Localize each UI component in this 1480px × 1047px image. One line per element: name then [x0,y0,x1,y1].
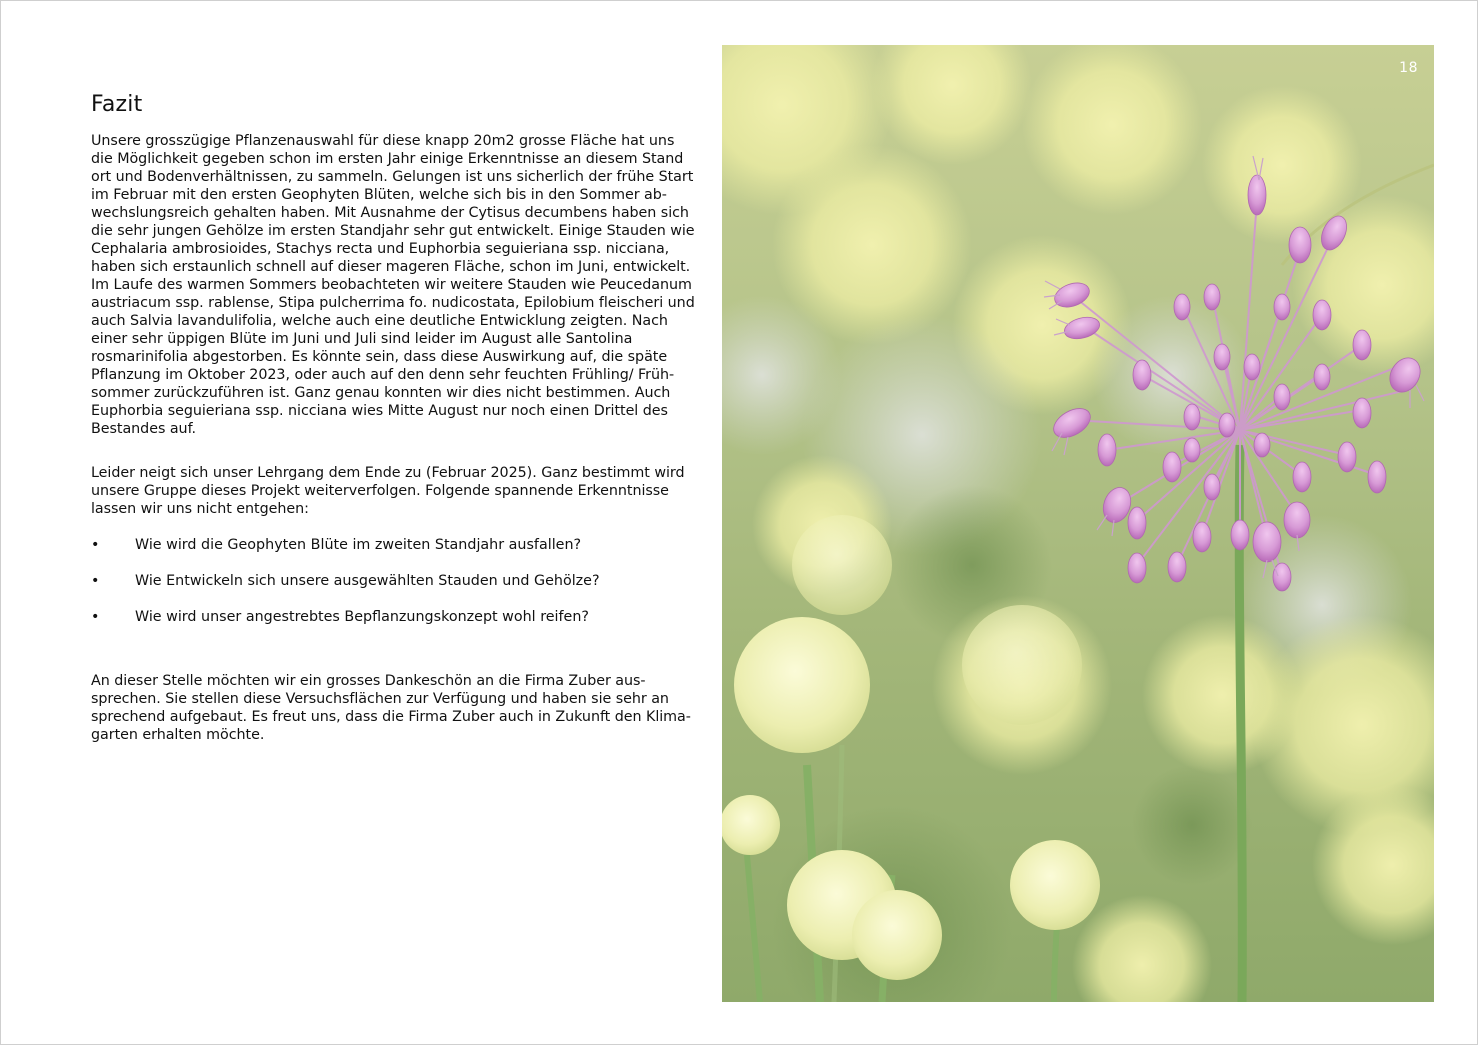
list-item [91,608,707,626]
list-item [91,572,707,590]
bullet-icon: • [91,537,100,553]
flower-photo [722,45,1434,1002]
paragraph-line: Euphorbia seguieriana ssp. nicciana wies Mitte August nur noch einen Drittel des [91,403,668,419]
list-item-text: Wie wird unser angestrebtes Bepflanzungskonzept wohl reifen? [135,609,590,625]
paragraph-outlook [91,464,707,518]
paragraph-line: ort und Bodenverhältnissen, zu sammeln. Gelungen ist uns sicherlich der frühe Start [91,169,694,185]
list-item-text: Wie wird die Geophyten Blüte im zweiten Standjahr ausfallen? [135,537,582,553]
paragraph-line: Cephalaria ambrosioides, Stachys recta und Euphorbia seguieriana ssp. nicciana, [91,241,670,257]
outlook-bullet-list [91,536,707,626]
paragraph-line: Unsere grosszügige Pflanzenauswahl für diese knapp 20m2 grosse Fläche hat uns [91,133,675,149]
list-item-text: Wie Entwickeln sich unsere ausgewählten Stauden und Gehölze? [135,573,600,589]
paragraph-line: im Februar mit den ersten Geophyten Blüten, welche sich bis in den Sommer ab- [91,187,667,203]
allium-flower-illustration [722,45,1434,1002]
paragraph-line: die sehr jungen Gehölze im ersten Standjahr sehr gut entwickelt. Einige Stauden wie [91,223,695,239]
paragraph-line: Bestandes auf. [91,421,197,437]
paragraph-line: die Möglichkeit gegeben schon im ersten Jahr einige Erkenntnisse an diesem Stand [91,151,684,167]
paragraph-line: sprechen. Sie stellen diese Versuchsflächen zur Verfügung und haben sie sehr an [91,691,669,707]
paragraph-line: lassen wir uns nicht entgehen: [91,501,309,517]
paragraph-line: einer sehr üppigen Blüte im Juni und Juli sind leider im August alle Santolina [91,331,633,347]
bullet-icon: • [91,609,100,625]
page-number: 18 [1399,60,1418,76]
page-title: Fazit [91,92,143,117]
paragraph-line: auch Salvia lavandulifolia, welche auch eine deutliche Entwicklung zeigten. Nach [91,313,668,329]
text-column [91,92,707,744]
paragraph-thanks [91,672,707,744]
paragraph-line: austriacum ssp. rablense, Stipa pulcherrima fo. nudicostata, Epilobium fleischeri und [91,295,695,311]
paragraph-line: wechslungsreich gehalten haben. Mit Ausnahme der Cytisus decumbens haben sich [91,205,689,221]
paragraph-line: sommer zurückzuführen ist. Ganz genau konnten wir dies nicht bestimmen. Auch [91,385,671,401]
list-item [91,536,707,554]
paragraph-line: garten erhalten möchte. [91,727,265,743]
paragraph-line: haben sich erstaunlich schnell auf dieser mageren Fläche, schon im Juni, entwickelt. [91,259,691,275]
bullet-icon: • [91,573,100,589]
paragraph-line: unsere Gruppe dieses Projekt weiterverfolgen. Folgende spannende Erkenntnisse [91,483,669,499]
paragraph-line: An dieser Stelle möchten wir ein grosses Dankeschön an die Firma Zuber aus- [91,673,646,689]
paragraph-line: Leider neigt sich unser Lehrgang dem Ende zu (Februar 2025). Ganz bestimmt wird [91,465,685,481]
paragraph-intro [91,132,707,438]
paragraph-line: Pflanzung im Oktober 2023, oder auch auf den denn sehr feuchten Frühling/ Früh- [91,367,675,383]
paragraph-line: rosmarinifolia abgestorben. Es könnte sein, dass diese Auswirkung auf, die späte [91,349,668,365]
paragraph-line: sprechend aufgebaut. Es freut uns, dass die Firma Zuber auch in Zukunft den Klima- [91,709,691,725]
paragraph-line: Im Laufe des warmen Sommers beobachteten wir weitere Stauden wie Peucedanum [91,277,692,293]
